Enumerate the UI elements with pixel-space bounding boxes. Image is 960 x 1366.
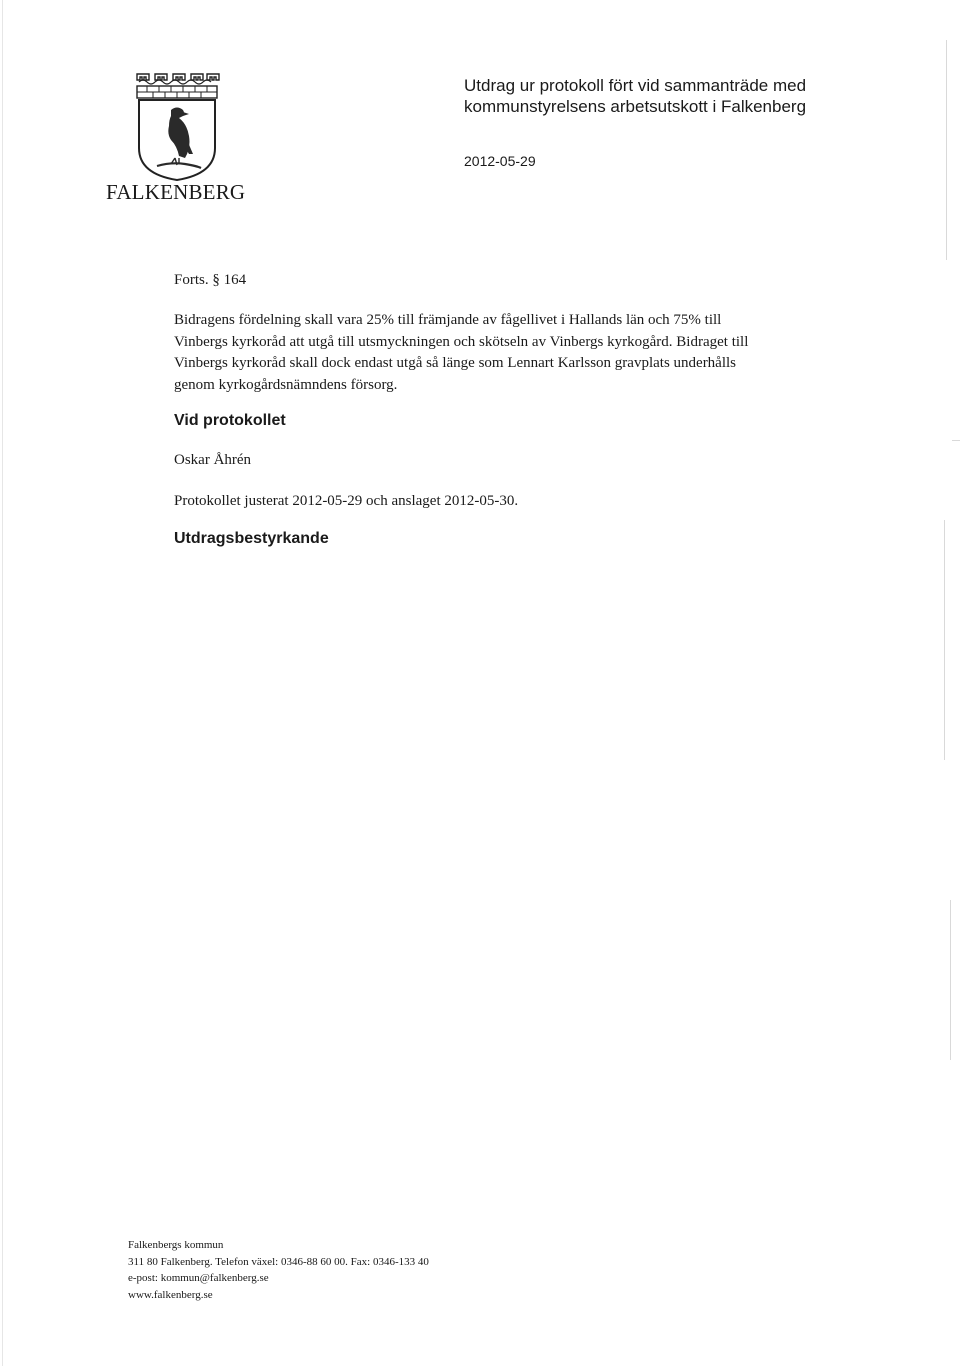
title-line: kommunstyrelsens arbetsutskott i Falkenberg	[464, 97, 807, 116]
paragraph-line: genom kyrkogårdsnämndens försorg.	[174, 376, 398, 393]
section-reference: Forts. § 164	[174, 272, 247, 288]
justerat-statement: Protokollet justerat 2012-05-29 och anslaget 2012-05-30.	[174, 493, 519, 509]
paragraph-line: Bidragens fördelning skall vara 25% till främjande av fågellivet i Hallands län och 75% till	[174, 312, 722, 328]
scan-artifact	[952, 440, 960, 441]
paragraph-line: Vinbergs kyrkoråd skall dock endast utgå så länge som Lennart Karlsson gravplats underhålls	[174, 355, 737, 371]
footer-web: www.falkenberg.se	[128, 1288, 213, 1301]
scan-artifact	[944, 520, 945, 760]
footer-address: 311 80 Falkenberg. Telefon växel: 0346-88 60 00. Fax: 0346-133 40	[128, 1255, 429, 1268]
scan-artifact	[950, 900, 951, 1060]
vid-protokollet-heading: Vid protokollet	[174, 412, 286, 429]
scan-edge-line	[2, 0, 3, 1366]
footer-org: Falkenbergs kommun	[128, 1239, 224, 1251]
paragraph-line: Vinbergs kyrkoråd att utgå till utsmyckningen och skötseln av Vinbergs kyrkogård. Bidraget till	[174, 333, 749, 350]
title-line: Utdrag ur protokoll fört vid sammanträde med	[464, 76, 807, 95]
utdragsbestyrkande-heading: Utdragsbestyrkande	[174, 530, 329, 547]
org-name: FALKENBERG	[106, 180, 246, 204]
footer-email: e-post: kommun@falkenberg.se	[128, 1272, 269, 1284]
body-paragraph	[174, 310, 824, 396]
footer-contact	[128, 1237, 429, 1303]
document-title	[464, 75, 806, 117]
signer-name: Oskar Åhrén	[174, 452, 252, 468]
document-date: 2012-05-29	[464, 153, 536, 169]
scan-artifact	[946, 40, 947, 260]
falcon-crest-icon	[131, 70, 223, 182]
